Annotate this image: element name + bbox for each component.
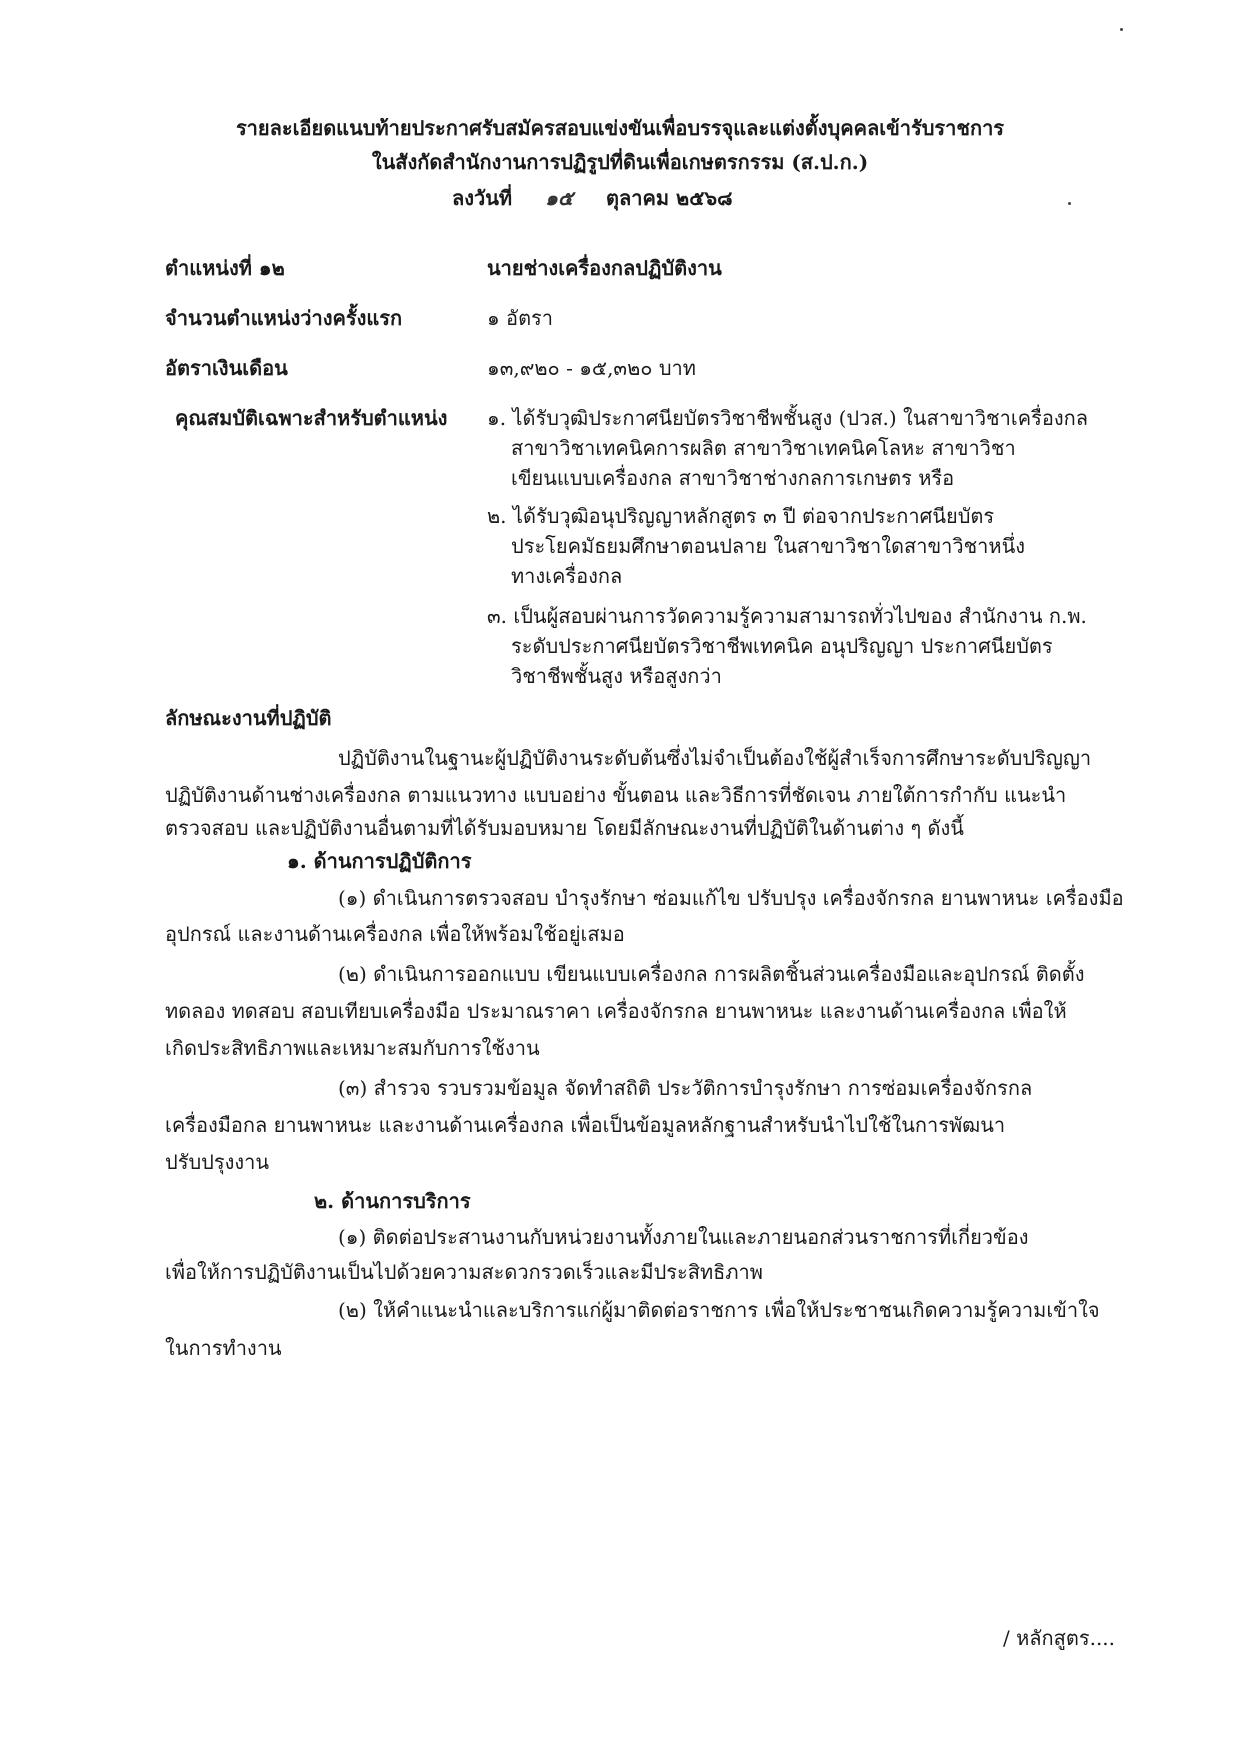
continuation-note: / หลักสูตร....	[1003, 1626, 1116, 1650]
section-1-title: ๑. ด้านการปฏิบัติการ	[287, 849, 472, 873]
section-1-item-3-line-1: (๓) สำรวจ รวบรวมข้อมูล จัดทำสถิติ ประวัติการบำรุงรักษา การซ่อมเครื่องจักรกล	[338, 1076, 1033, 1100]
scan-speck	[1120, 28, 1123, 31]
header-line-1: รายละเอียดแนบท้ายประกาศรับสมัครสอบแข่งขันเพื่อบรรจุและแต่งตั้งบุคคลเข้ารับราชการ	[235, 116, 1005, 140]
qualification-1-line-3: เขียนแบบเครื่องกล สาขาวิชาช่างกลการเกษตร หรือ	[511, 466, 955, 490]
qualification-2-line-3: ทางเครื่องกล	[511, 564, 623, 588]
section-1-item-2-line-2: ทดลอง ทดสอบ สอบเทียบเครื่องมือ ประมาณราคา เครื่องจักรกล ยานพาหนะ และงานด้านเครื่องกล เพื่อให้	[165, 999, 1067, 1023]
date-month-year: ตุลาคม ๒๕๖๘	[606, 186, 733, 210]
section-1-item-2-line-3: เกิดประสิทธิภาพและเหมาะสมกับการใช้งาน	[165, 1036, 540, 1060]
section-2-item-2-line-2: ในการทำงาน	[165, 1336, 282, 1360]
qualification-3-line-1: ๓. เป็นผู้สอบผ่านการวัดความรู้ความสามารถทั่วไปของ สำนักงาน ก.พ.	[487, 604, 1087, 628]
section-1-item-2-line-1: (๒) ดำเนินการออกแบบ เขียนแบบเครื่องกล การผลิตชิ้นส่วนเครื่องมือและอุปกรณ์ ติดตั้ง	[338, 962, 1085, 986]
section-2-item-1-line-2: เพื่อให้การปฏิบัติงานเป็นไปด้วยความสะดวกรวดเร็วและมีประสิทธิภาพ	[165, 1260, 763, 1284]
duties-intro-line-3: ตรวจสอบ และปฏิบัติงานอื่นตามที่ได้รับมอบหมาย โดยมีลักษณะงานที่ปฏิบัติในด้านต่าง ๆ ดังนี้	[165, 816, 964, 840]
section-2-title: ๒. ด้านการบริการ	[314, 1189, 471, 1213]
qualifications-label: คุณสมบัติเฉพาะสำหรับตำแหน่ง	[175, 406, 448, 430]
qualification-3-line-3: วิชาชีพชั้นสูง หรือสูงกว่า	[511, 664, 722, 688]
section-2-item-2-line-1: (๒) ให้คำแนะนำและบริการแก่ผู้มาติดต่อราชการ เพื่อให้ประชาชนเกิดความรู้ความเข้าใจ	[338, 1298, 1100, 1322]
duties-heading: ลักษณะงานที่ปฏิบัติ	[165, 706, 332, 730]
qualification-1-line-1: ๑. ได้รับวุฒิประกาศนียบัตรวิชาชีพชั้นสูง (ปวส.) ในสาขาวิชาเครื่องกล	[487, 406, 1088, 430]
qualification-3-line-2: ระดับประกาศนียบัตรวิชาชีพเทคนิค อนุปริญญา ประกาศนียบัตร	[511, 634, 1053, 658]
date-prefix: ลงวันที่	[452, 186, 513, 210]
vacancies-label: จำนวนตำแหน่งว่างครั้งแรก	[165, 306, 403, 330]
qualification-2-line-1: ๒. ได้รับวุฒิอนุปริญญาหลักสูตร ๓ ปี ต่อจากประกาศนียบัตร	[487, 504, 995, 528]
scan-speck	[1068, 202, 1071, 205]
header-line-2: ในสังกัดสำนักงานการปฏิรูปที่ดินเพื่อเกษตรกรรม (ส.ป.ก.)	[371, 150, 869, 174]
qualification-2-line-2: ประโยคมัธยมศึกษาตอนปลาย ในสาขาวิชาใดสาขาวิชาหนึ่ง	[511, 534, 1026, 558]
position-label: ตำแหน่งที่ ๑๒	[165, 256, 285, 280]
vacancies-value: ๑ อัตรา	[487, 306, 554, 330]
salary-value: ๑๓,๙๒๐ - ๑๕,๓๒๐ บาท	[487, 356, 696, 380]
date-day: ๑๕	[545, 186, 573, 210]
salary-label: อัตราเงินเดือน	[165, 356, 288, 380]
section-1-item-1-line-2: อุปกรณ์ และงานด้านเครื่องกล เพื่อให้พร้อมใช้อยู่เสมอ	[165, 922, 625, 946]
duties-intro-line-1: ปฏิบัติงานในฐานะผู้ปฏิบัติงานระดับต้นซึ่งไม่จำเป็นต้องใช้ผู้สำเร็จการศึกษาระดับปริญญา	[338, 746, 1092, 770]
date-line	[452, 183, 733, 213]
position-value: นายช่างเครื่องกลปฏิบัติงาน	[487, 256, 722, 280]
duties-intro-line-2: ปฏิบัติงานด้านช่างเครื่องกล ตามแนวทาง แบบอย่าง ขั้นตอน และวิธีการที่ชัดเจน ภายใต้การกำกับ แนะนำ	[165, 783, 1067, 807]
section-1-item-3-line-2: เครื่องมือกล ยานพาหนะ และงานด้านเครื่องกล เพื่อเป็นข้อมูลหลักฐานสำหรับนำไปใช้ในการพัฒนา	[165, 1113, 1006, 1137]
section-1-item-3-line-3: ปรับปรุงงาน	[165, 1150, 270, 1174]
section-2-item-1-line-1: (๑) ติดต่อประสานงานกับหน่วยงานทั้งภายในและภายนอกส่วนราชการที่เกี่ยวข้อง	[338, 1225, 1029, 1249]
section-1-item-1-line-1: (๑) ดำเนินการตรวจสอบ บำรุงรักษา ซ่อมแก้ไข ปรับปรุง เครื่องจักรกล ยานพาหนะ เครื่องมือ	[338, 886, 1124, 910]
qualification-1-line-2: สาขาวิชาเทคนิคการผลิต สาขาวิชาเทคนิคโลหะ สาขาวิชา	[511, 436, 1016, 460]
